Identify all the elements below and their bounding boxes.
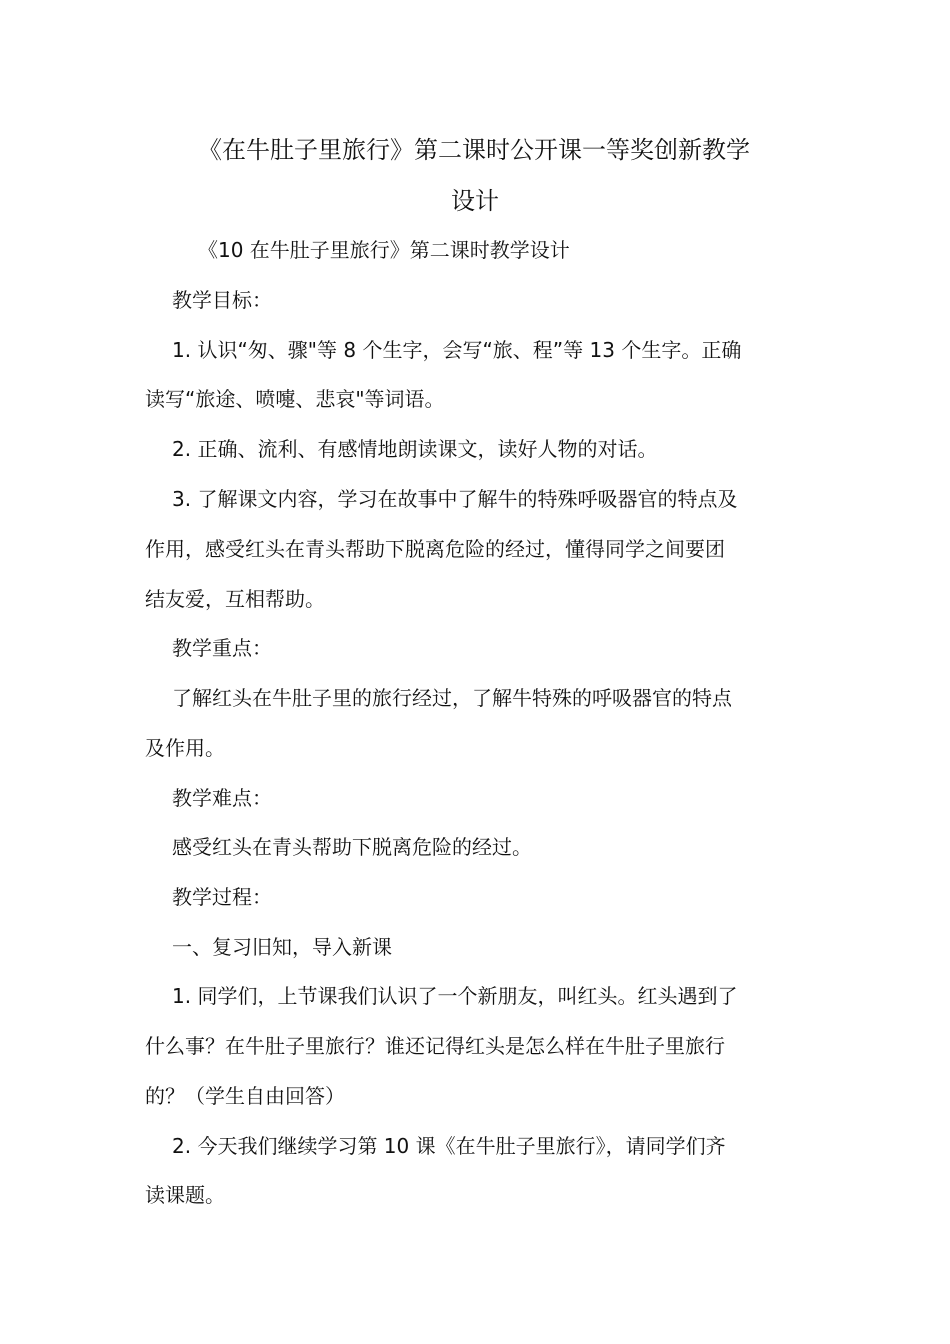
paragraph-2-line-2: 读课题。 <box>145 1183 225 1207</box>
process-heading: 教学过程： <box>172 885 272 909</box>
document-subtitle: 《10 在牛肚子里旅行》第二课时教学设计 <box>198 238 570 262</box>
key-points-heading: 教学重点： <box>172 636 272 660</box>
paragraph-1-line-3: 的？（学生自由回答） <box>145 1084 345 1108</box>
document-title-line-2: 设计 <box>451 187 499 215</box>
step-1-heading: 一、复习旧知，导入新课 <box>172 935 392 959</box>
difficulty-text: 感受红头在青头帮助下脱离危险的经过。 <box>172 835 532 859</box>
key-points-line-2: 及作用。 <box>145 736 225 760</box>
goal-2: 2. 正确、流利、有感情地朗读课文，读好人物的对话。 <box>172 437 658 461</box>
goal-3-line-3: 结友爱，互相帮助。 <box>145 587 325 611</box>
goal-3-line-1: 3. 了解课文内容，学习在故事中了解牛的特殊呼吸器官的特点及 <box>172 487 738 511</box>
goal-3-line-2: 作用，感受红头在青头帮助下脱离危险的经过，懂得同学之间要团 <box>145 537 725 561</box>
paragraph-1-line-1: 1. 同学们，上节课我们认识了一个新朋友，叫红头。红头遇到了 <box>172 984 738 1008</box>
document-title-line-1: 《在牛肚子里旅行》第二课时公开课一等奖创新教学 <box>198 136 750 164</box>
goal-1-line-1: 1. 认识“匆、骤"等 8 个生字，会写“旅、程”等 13 个生字。正确 <box>172 338 742 362</box>
key-points-line-1: 了解红头在牛肚子里的旅行经过，了解牛特殊的呼吸器官的特点 <box>172 686 732 710</box>
goal-1-line-2: 读写“旅途、喷嚏、悲哀"等词语。 <box>145 387 445 411</box>
paragraph-2-line-1: 2. 今天我们继续学习第 10 课《在牛肚子里旅行》，请同学们齐 <box>172 1134 726 1158</box>
difficulty-heading: 教学难点： <box>172 786 272 810</box>
teaching-goals-heading: 教学目标： <box>172 288 272 312</box>
paragraph-1-line-2: 什么事？在牛肚子里旅行？谁还记得红头是怎么样在牛肚子里旅行 <box>145 1034 725 1058</box>
